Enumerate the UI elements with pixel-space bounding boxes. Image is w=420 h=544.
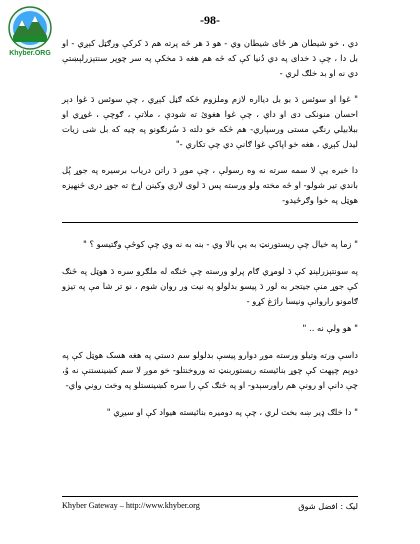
paragraph-2: " غوا او سوئس دَ بو بل ديااره لازم وملزوم څکه ګڼل کېږي ، چې سوئس دَ غوا دېر احسان منونکی دی او داي ، چې غوا هغوئ ته شودې ، ملاتې ، ګوچې ، غوړي او ببلابيلي رنګي مستی ورسپاري- هم څکه خو دلته دَ سُرنګونو په چيه که بل شی زيات ليدل کېږي ، هغه خو اپاکې غوا ګانې دي چې تکاري -" — [62, 94, 358, 149]
section-divider — [62, 222, 358, 223]
logo-text: Khyber.ORG — [9, 50, 51, 57]
footer-source: Khyber Gateway – http://www.khyber.org — [62, 501, 200, 510]
paragraph-5: په سونتېزرلېنډ کې دَ لومړي ګام پرلو ورسته چې څنګه له ملګرو سره دَ هوټل په څنګ کې جوړ منې جيتجر به لور دَ پيسو بدلولو په نيت ور روان شوم ، نو تر شا مې په تيزو ګامونو راروانې ونيسا راژغ کړو - — [62, 266, 358, 306]
paragraph-4: " زما په خيال چې ريستورنټ به يې بالا وي - بنه به نه وي چې کوڅې وګتيسو ؟ " — [83, 239, 358, 249]
page-number: -98- — [200, 13, 220, 27]
paragraph-6: " هو ولې نه .. " — [302, 323, 358, 333]
paragraph-8: " دا خلګ ډير ښه بخت لري ، چې په دوميره بنائيسته هيواد کې او سيږي " — [106, 407, 358, 417]
page-body — [62, 36, 358, 420]
footer-author: ليک : افضل شوق — [298, 501, 358, 511]
page-footer — [62, 501, 358, 515]
footer-rule — [62, 496, 358, 497]
paragraph-7: داسې ورته وتيلو ورسته موږ دوارو پيسې بدلولو سم دستي په هغه هسک هوټل کې په دوېم چپهت کې چوړ بنائيسته ريستوربنټ ته وروخنتلو- خو موږ لا سم کښينستنې نه وُ، چې دانې او رونې هم راورسېدو- او په څنګ کې را سره کښينستلو په وخت روني واي- — [62, 350, 358, 390]
paragraph-1: دي ، خو شيطان هر ځای شيطان وي - هو دَ هر څه پرته هم دَ کرکې ورګټل کېږي - او بل دا ، چې دَ خدای په دي دُنيا کې که څه هم هغه دَ مخکې په سر چوپر سنتېزرلېښتې دي نه او بد خلګ لري - — [62, 38, 358, 78]
paragraph-3: دا خبره يې لا سمه سرته نه وه رسولې ، چې موږ دَ راتن درياب برسيره په جوړ پُل باندي تير شولو- او څه مخته ولو ورسته پس دَ لوی لاري وکينن اړخ ته جوړ دری څنهيزه هوټل په خوا وګرځيدو- — [62, 165, 358, 205]
